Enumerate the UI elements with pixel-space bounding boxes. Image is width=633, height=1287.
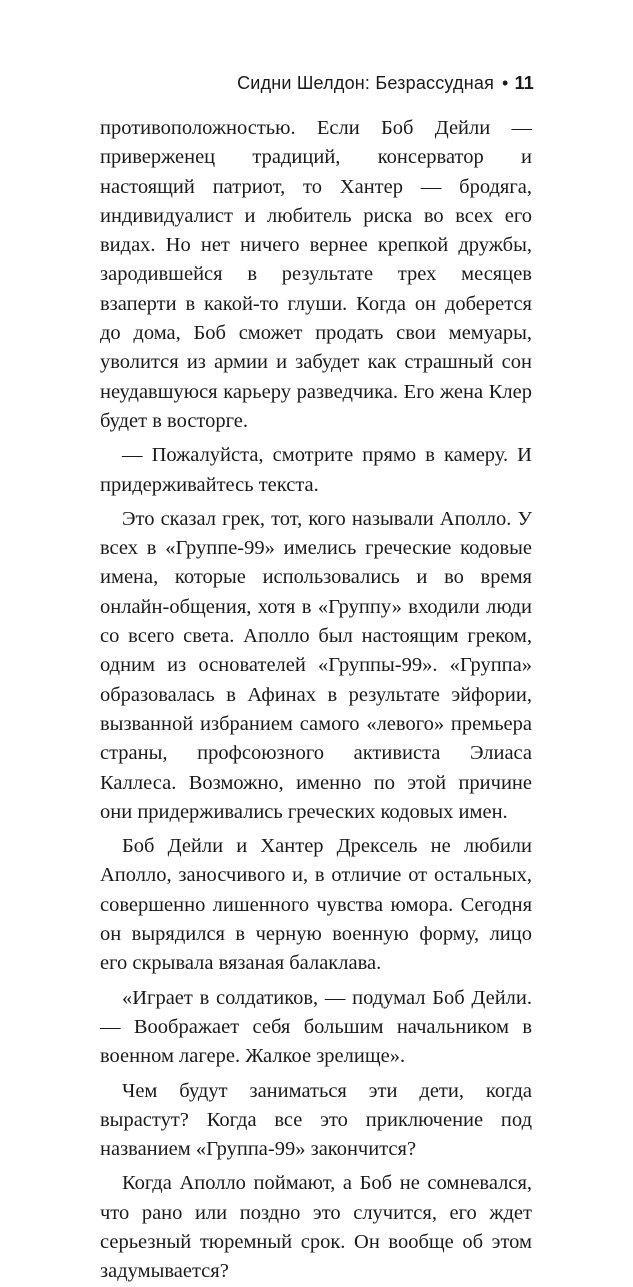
running-title: Сидни Шелдон: Безрассудная <box>237 73 495 93</box>
page-number: 11 <box>514 73 534 93</box>
paragraph-5: «Играет в солдатиков, — подумал Боб Дейли. — Воображает себя большим начальником в военном лагере. Жалкое зрелище». <box>100 986 532 1068</box>
paragraph-7: Когда Аполло поймают, а Боб не сомневался, что рано или поздно это случится, его ждет серьезный тюремный срок. Он вообще об этом задумывается? <box>100 1172 532 1283</box>
paragraph-6: Чем будут заниматься эти дети, когда вырастут? Когда все это приключение под названием «Группа-99» закончится? <box>100 1079 532 1161</box>
body-text <box>100 114 532 1287</box>
running-header <box>237 73 534 94</box>
paragraph-4: Боб Дейли и Хантер Дрексель не любили Аполло, заносчивого и, в отличие от остальных, совершенно лишенного чувства юмора. Сегодня он вырядился в черную военную форму, лицо его скрывала вязаная балаклава. <box>100 835 532 975</box>
header-bullet: • <box>502 73 509 93</box>
paragraph-2: — Пожалуйста, смотрите прямо в камеру. И придерживайтесь текста. <box>100 444 532 496</box>
paragraph-3: Это сказал грек, тот, кого называли Аполло. У всех в «Группе-99» имелись греческие кодовые имена, которые использовались и во время онлайн-общения, хотя в «Группу» входили люди со всего света. Аполло был настоящим греком, одним из основателей «Группы-99». «Группа» образовалась в Афинах в результате эйфории, вызванной избранием самого «левого» премьера страны, профсоюзного активиста Элиаса Каллеса. Возможно, именно по этой причине они придерживались греческих кодовых имен. <box>100 507 532 823</box>
paragraph-1: противоположностью. Если Боб Дейли — приверженец традиций, консерватор и настоящий патриот, то Хантер — бродяга, индивидуалист и любитель риска во всех его видах. Но нет ничего вернее крепкой дружбы, зародившейся в результате трех месяцев взаперти в какой-то глуши. Когда он доберется до дома, Боб сможет продать свои мемуары, уволится из армии и забудет как страшный сон неудавшуюся карьеру разведчика. Его жена Клер будет в восторге. <box>100 117 532 432</box>
